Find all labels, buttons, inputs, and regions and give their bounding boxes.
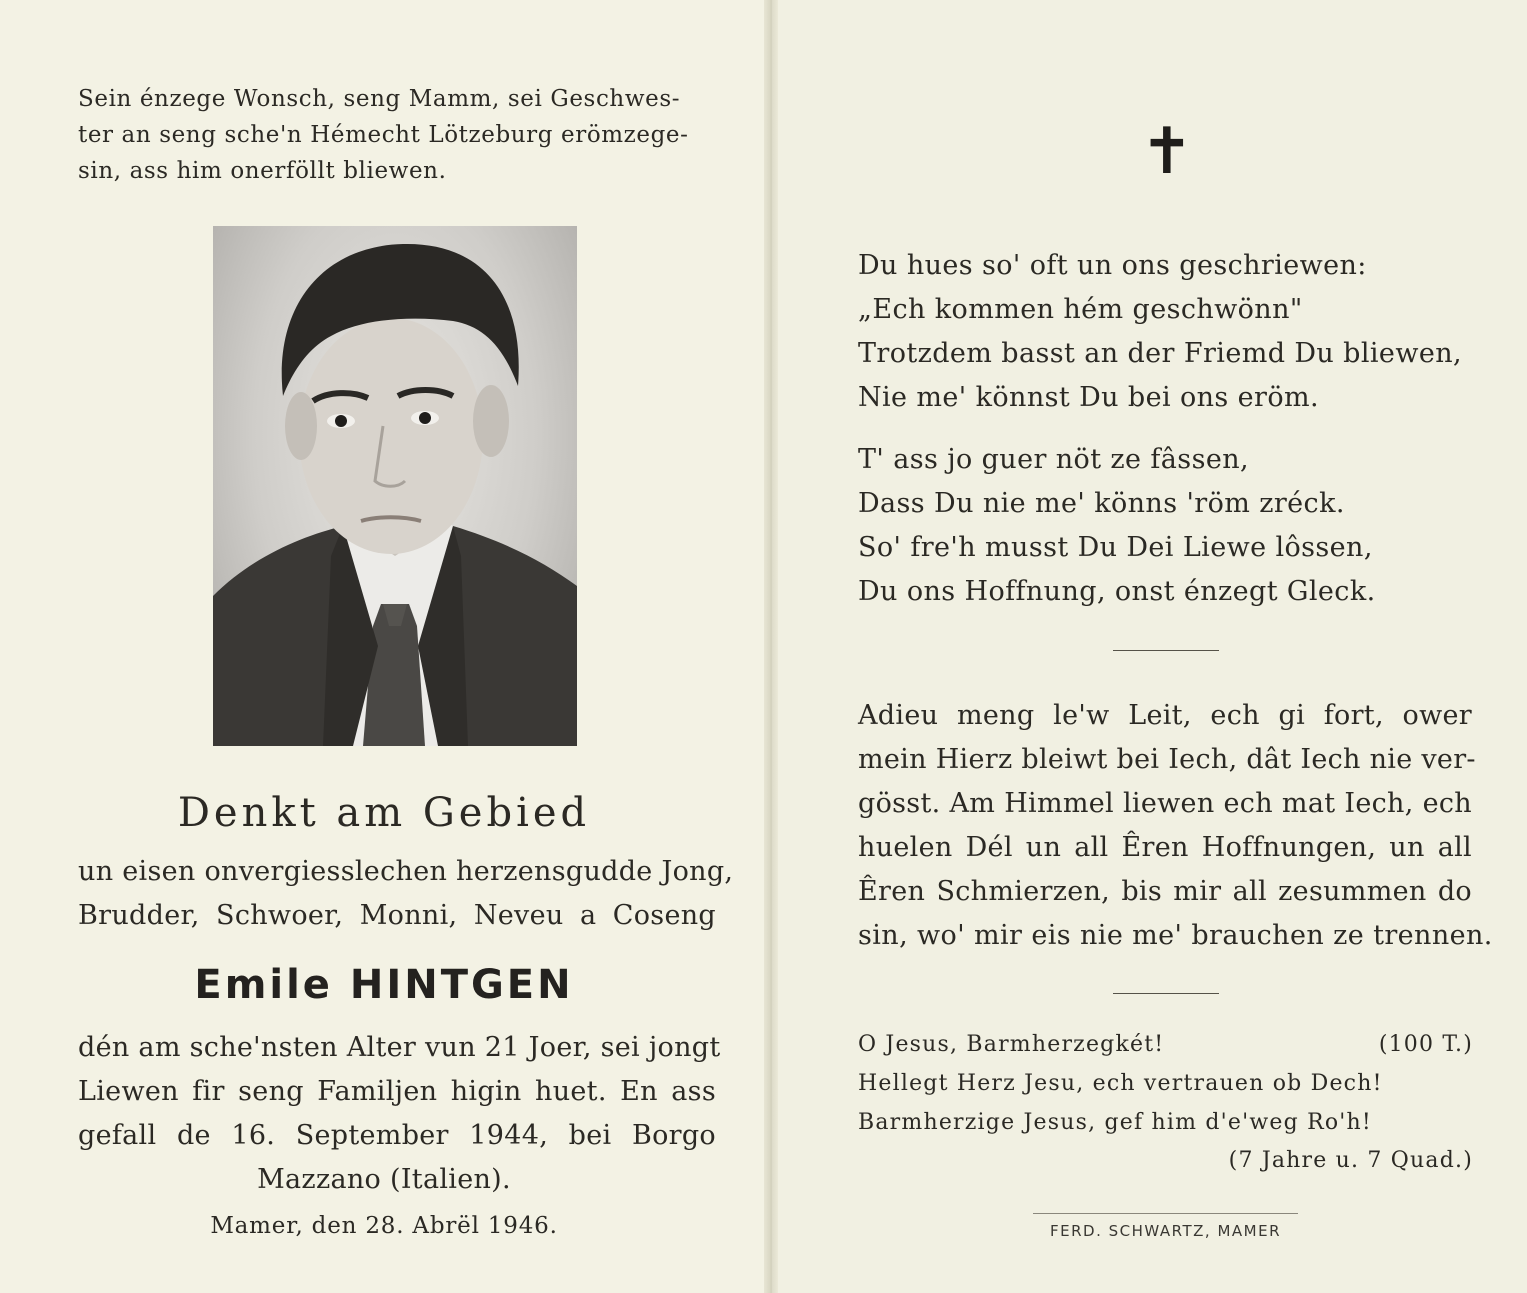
- card-fold: [764, 0, 778, 1293]
- place-date: Mamer, den 28. Abrël 1946.: [210, 1213, 558, 1239]
- prayer-3-indulgence: (7 Jahre u. 7 Quad.): [1228, 1148, 1473, 1173]
- prayer-line-1: O Jesus, Barmherzegkét!: [858, 1032, 1165, 1057]
- portrait-photo: [213, 226, 577, 746]
- prose-line-4: huelen Dél un all Êren Hoffnungen, un all: [858, 832, 1472, 863]
- poem-line-5: T' ass jo guer nöt ze fâssen,: [858, 444, 1249, 475]
- death-line-4: Mazzano (Italien).: [257, 1164, 511, 1195]
- intro-line-1: Sein énzege Wonsch, seng Mamm, sei Geschwes-: [78, 86, 681, 112]
- prose-line-1: Adieu meng le'w Leit, ech gi fort, ower: [858, 700, 1472, 731]
- relation-line-2: Brudder, Schwoer, Monni, Neveu a Coseng: [78, 900, 716, 931]
- poem-line-2: „Ech kommen hém geschwönn": [858, 294, 1303, 325]
- printer-credit: FERD. SCHWARTZ, MAMER: [1049, 1222, 1281, 1240]
- printer-rule: [1033, 1213, 1298, 1214]
- relation-line-1: un eisen onvergiesslechen herzensgudde Jong,: [78, 856, 734, 887]
- poem-line-7: So' fre'h musst Du Dei Liewe lôssen,: [858, 532, 1373, 563]
- prayer-1-indulgence: (100 T.): [1378, 1032, 1473, 1057]
- divider-1: [1113, 650, 1219, 651]
- cross-icon: ✝: [1140, 115, 1194, 189]
- prose-line-2: mein Hierz bleiwt bei Iech, dât Iech nie ver-: [858, 744, 1476, 775]
- poem-line-8: Du ons Hoffnung, onst énzegt Gleck.: [858, 576, 1376, 607]
- intro-line-2: ter an seng sche'n Hémecht Lötzeburg erömzege-: [78, 122, 689, 148]
- poem-line-4: Nie me' könnst Du bei ons eröm.: [858, 382, 1319, 413]
- death-line-1: dén am sche'nsten Alter vun 21 Joer, sei jongt: [78, 1032, 721, 1063]
- death-line-2: Liewen fir seng Familjen higin huet. En ass: [78, 1076, 716, 1107]
- deceased-name: Emile HINTGEN: [194, 962, 574, 1008]
- prayer-line-2: Hellegt Herz Jesu, ech vertrauen ob Dech!: [858, 1071, 1383, 1096]
- right-panel: [776, 0, 1527, 1293]
- prose-line-5: Êren Schmierzen, bis mir all zesummen do: [858, 876, 1472, 907]
- poem-line-3: Trotzdem basst an der Friemd Du bliewen,: [858, 338, 1462, 369]
- prose-line-3: gösst. Am Himmel liewen ech mat Iech, ech: [858, 788, 1472, 819]
- prose-line-6: sin, wo' mir eis nie me' brauchen ze trennen.: [858, 920, 1493, 951]
- intro-line-3: sin, ass him onerföllt bliewen.: [78, 158, 447, 184]
- divider-2: [1113, 993, 1219, 994]
- death-line-3: gefall de 16. September 1944, bei Borgo: [78, 1120, 716, 1151]
- poem-line-6: Dass Du nie me' könns 'röm zréck.: [858, 488, 1345, 519]
- poem-line-1: Du hues so' oft un ons geschriewen:: [858, 250, 1367, 281]
- portrait-illustration: [213, 226, 577, 746]
- heading-denkt-am-gebied: Denkt am Gebied: [177, 790, 591, 836]
- prayer-line-3: Barmherzige Jesus, gef him d'e'weg Ro'h!: [858, 1110, 1372, 1135]
